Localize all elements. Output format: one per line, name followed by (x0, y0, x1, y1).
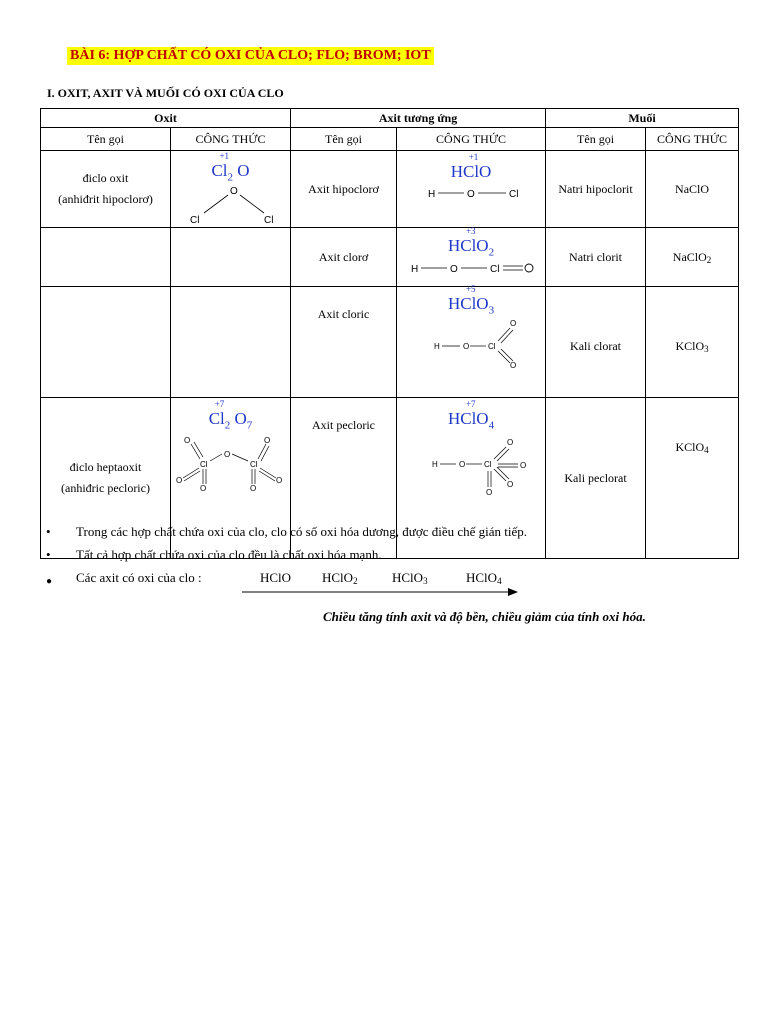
notes-list (46, 524, 746, 593)
atom-h: H (434, 342, 440, 352)
oxidation-number: +3 (465, 226, 476, 236)
atom-o: O (183, 436, 190, 446)
acid-name: Axit cloric (291, 287, 397, 398)
atom-o: O (467, 189, 475, 200)
hclo-structure (406, 181, 536, 207)
list-item: • Tất cả hợp chất chứa oxi của clo đều là chất oxi hóa mạnh. (46, 547, 382, 562)
oxide-formula: +7 $Cl_2$ $O_7$ (208, 399, 253, 432)
acid-name: Axit clorơ (291, 228, 397, 287)
compounds-table (40, 108, 739, 559)
atom-cl: Cl (484, 460, 492, 470)
atom-o (525, 264, 533, 272)
subheader-salt-name: Tên gọi (546, 128, 646, 151)
salt-name: Kali peclorat (546, 398, 646, 559)
hclo4-structure (406, 431, 536, 497)
oxide-alt-name: (anhiđric pecloric) (61, 481, 150, 495)
header-salt: Muối (546, 109, 739, 128)
atom-o: O (175, 476, 182, 486)
acid-formula: +7 HClO$_4$ (447, 399, 495, 432)
acid-name: Axit pecloric (291, 398, 397, 559)
lesson-title: BÀI 6: HỢP CHẤT CÓ OXI CỦA CLO; FLO; BROM; IOT (67, 47, 434, 65)
acid-name: Axit hipoclorơ (291, 151, 397, 228)
atom-o: O (263, 436, 270, 446)
atom-o: O (510, 361, 517, 369)
cl2o-structure (176, 183, 286, 225)
atom-h: H (432, 460, 438, 470)
acid-hclo4: HClO4 (466, 570, 502, 586)
table-row (41, 151, 739, 228)
atom-h: H (411, 264, 419, 276)
subheader-salt-formula: CÔNG THỨC (646, 128, 739, 151)
salt-name: Kali clorat (546, 287, 646, 398)
atom-o: O (459, 460, 466, 470)
subheader-oxide-formula: CÔNG THỨC (171, 128, 291, 151)
bullet-icon: ● (46, 576, 53, 587)
hclo2-structure (401, 258, 541, 280)
oxidation-number: +5 (465, 284, 476, 294)
atom-o: O (510, 319, 517, 329)
subheader-oxide-name: Tên gọi (41, 128, 171, 151)
atom-cl: Cl (263, 215, 273, 226)
trend-arrow-icon (240, 586, 520, 598)
table-row (41, 287, 739, 398)
oxidation-number: +7 (465, 399, 476, 409)
atom-o: O (450, 264, 458, 276)
oxide-formula: +1 $Cl_2$ O (211, 151, 250, 184)
acid-formula-cell (397, 151, 546, 228)
atom-o: O (507, 480, 514, 490)
trend-conclusion: Chiều tăng tính axit và độ bền, chiều giảm của tính oxi hóa. (323, 609, 646, 624)
acid-hclo3: HClO3 (392, 570, 428, 586)
atom-h: H (428, 189, 436, 200)
acid-formula: +3 HClO$_2$ (447, 226, 495, 259)
section-heading: I. OXIT, AXIT VÀ MUỐI CÓ OXI CỦA CLO (47, 86, 284, 100)
oxide-name: điclo oxit (82, 171, 129, 185)
atom-cl: Cl (509, 189, 519, 200)
header-oxide: Oxit (41, 109, 291, 128)
atom-o: O (486, 488, 493, 498)
atom-cl: Cl (488, 342, 496, 352)
salt-formula: NaClO (646, 151, 739, 228)
cl2o7-structure (172, 431, 290, 493)
atom-cl: Cl (249, 460, 258, 470)
hclo3-structure (406, 316, 536, 368)
oxide-name-cell (41, 151, 171, 228)
atom-o: O (223, 450, 230, 460)
oxide-formula-cell (171, 287, 291, 398)
acid-formula-cell (397, 284, 546, 398)
oxidation-number: +1 (219, 151, 230, 161)
bullet-icon: • (46, 524, 51, 539)
atom-o: O (229, 186, 238, 198)
acids-label: Các axit có oxi của clo : (76, 570, 202, 585)
atom-o: O (249, 484, 256, 494)
oxide-formula-cell (171, 151, 291, 228)
atom-o: O (520, 461, 527, 471)
list-item: • Trong các hợp chất chứa oxi của clo, clo có số oxi hóa dương, được điều chế gián tiếp. (46, 524, 528, 539)
acid-formula: +5 HClO$_3$ (447, 284, 495, 317)
oxide-formula-cell (171, 228, 291, 287)
header-acid: Axit tương ứng (291, 109, 546, 128)
atom-cl: Cl (199, 460, 208, 470)
salt-formula: KClO3 (646, 287, 739, 398)
atom-cl: Cl (189, 215, 199, 226)
atom-o: O (199, 484, 206, 494)
acid-hclo2: HClO2 (322, 570, 358, 586)
salt-formula: KClO4 (646, 398, 739, 559)
oxidation-number: +1 (468, 152, 479, 162)
salt-name: Natri clorit (546, 228, 646, 287)
atom-o: O (507, 438, 514, 448)
oxide-name: điclo heptaoxit (69, 460, 142, 474)
atom-cl: Cl (490, 264, 500, 276)
oxidation-number: +7 (214, 399, 225, 409)
subheader-acid-name: Tên gọi (291, 128, 397, 151)
acid-hclo: HClO (260, 570, 292, 585)
acid-formula-cell (397, 228, 546, 287)
salt-formula: NaClO2 (646, 228, 739, 287)
oxide-alt-name: (anhiđrit hipoclorơ) (58, 192, 153, 206)
bullet-icon: • (46, 547, 51, 562)
atom-o: O (463, 342, 470, 352)
atom-o: O (275, 476, 282, 486)
salt-name: Natri hipoclorit (546, 151, 646, 228)
oxide-name-cell (41, 287, 171, 398)
oxide-name-cell (41, 228, 171, 287)
table-row (41, 228, 739, 287)
acid-formula: +1 HClO (450, 152, 492, 181)
subheader-acid-formula: CÔNG THỨC (397, 128, 546, 151)
